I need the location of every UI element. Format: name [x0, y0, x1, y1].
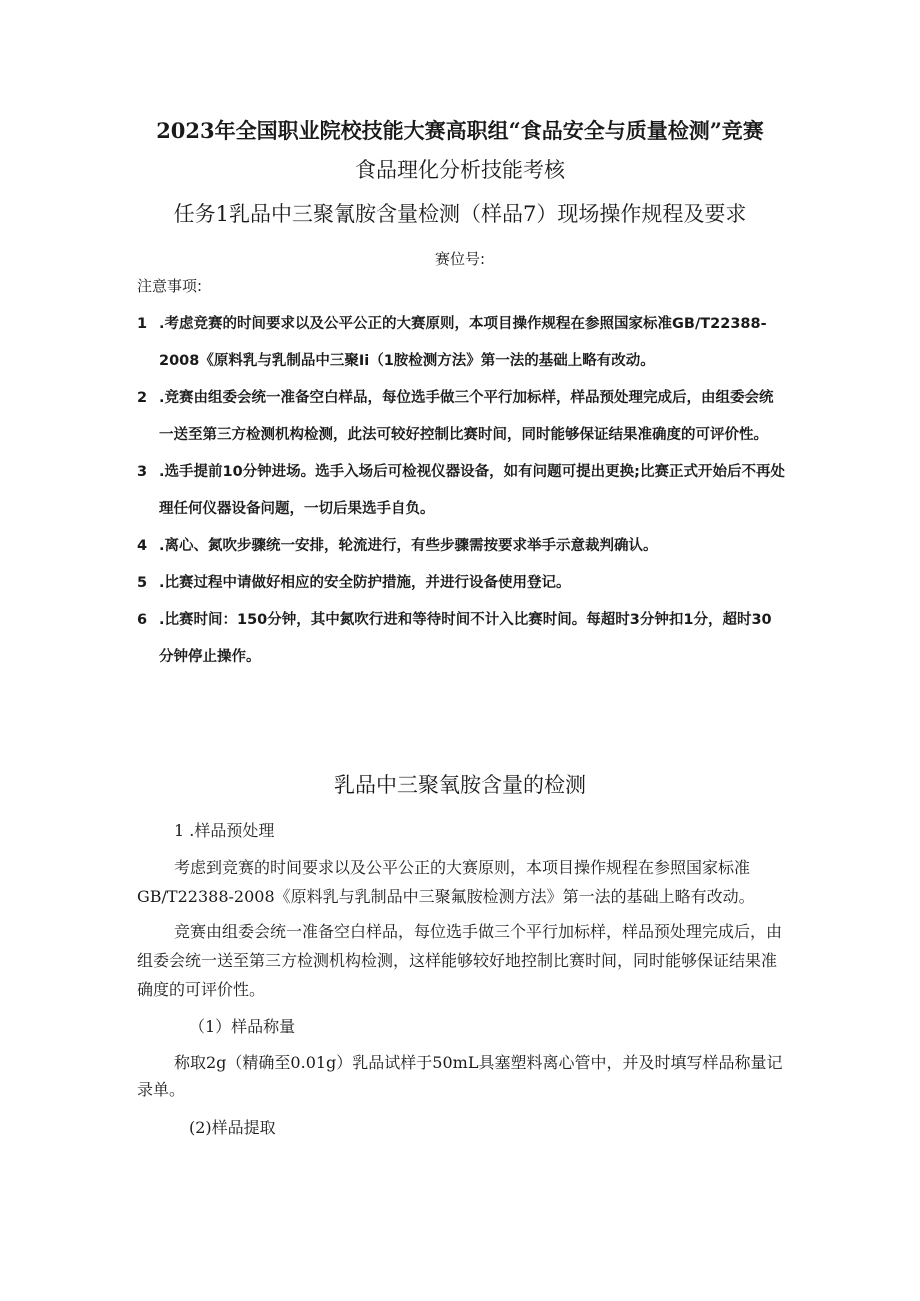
notice-item — [137, 565, 785, 602]
notice-item-text: .选手提前10分钟进场。选手入场后可检视仪器设备，如有问题可提出更换;比赛正式开始后不再处理任何仪器设备问题，一切后果选手自负。 — [159, 464, 785, 517]
notice-item — [137, 380, 785, 454]
notice-item — [137, 306, 785, 380]
section-title: 乳品中三聚氧胺含量的检测 — [334, 773, 586, 797]
notice-item-text: .比赛时间：150分钟，其中氮吹行进和等待时间不计入比赛时间。每超时3分钟扣1分，超时30分钟停止操作。 — [159, 612, 772, 665]
notice-item — [137, 602, 785, 676]
notice-item-text: .比赛过程中请做好相应的安全防护措施，并进行设备使用登记。 — [159, 575, 571, 591]
notice-item-number: 1 — [137, 316, 148, 332]
notice-item — [137, 528, 785, 565]
paragraph: 称取2g（精确至0.01g）乳品试样于50mL具塞塑料离心管中，并及时填写样品称量记录单。 — [137, 1053, 783, 1099]
notice-item-text: .竞赛由组委会统一准备空白样品，每位选手做三个平行加标样，样品预处理完成后，由组委会统一送至第三方检测机构检测，此法可较好控制比赛时间，同时能够保证结果准确度的可评价性。 — [159, 390, 774, 443]
paragraph: 考虑到竞赛的时间要求以及公平公正的大赛原则，本项目操作规程在参照国家标准GB/T22388-2008《原料乳与乳制品中三聚氟胺检测方法》第一法的基础上略有改动。 — [137, 858, 755, 906]
sub-step-heading: (2)样品提取 — [189, 1118, 276, 1137]
notice-item-number: 2 — [137, 390, 148, 406]
seat-number-label: 赛位号: — [434, 250, 486, 268]
document-title-line1: 2023年全国职业院校技能大赛高职组“食品安全与质量检测”竞赛 — [156, 118, 764, 143]
notice-item-number: 5 — [137, 575, 148, 591]
sub-step-heading: （1）样品称量 — [189, 1017, 296, 1036]
section-body — [137, 816, 785, 1142]
task-title: 任务1乳品中三聚氰胺含量检测（样品7）现场操作规程及要求 — [173, 202, 747, 226]
paragraph: 竞赛由组委会统一准备空白样品，每位选手做三个平行加标样，样品预处理完成后，由组委会统一送至第三方检测机构检测，这样能够较好地控制比赛时间，同时能够保证结果准确度的可评价性。 — [137, 922, 783, 999]
notice-item-number: 4 — [137, 538, 148, 554]
notice-item-number: 6 — [137, 612, 148, 628]
notice-item-number: 3 — [137, 464, 148, 480]
notice-list — [137, 306, 785, 676]
step-heading: 1 .样品预处理 — [174, 821, 275, 840]
notice-item-text: .考虑竞赛的时间要求以及公平公正的大赛原则，本项目操作规程在参照国家标准GB/T22388-2008《原料乳与乳制品中三聚Ii（1胺检测方法》第一法的基础上略有改动。 — [159, 316, 767, 369]
notice-item — [137, 454, 785, 528]
document-title-line2: 食品理化分析技能考核 — [355, 158, 565, 182]
notice-heading: 注意事项: — [137, 277, 203, 295]
notice-item-text: .离心、氮吹步骤统一安排，轮流进行，有些步骤需按要求举手示意裁判确认。 — [159, 538, 658, 554]
